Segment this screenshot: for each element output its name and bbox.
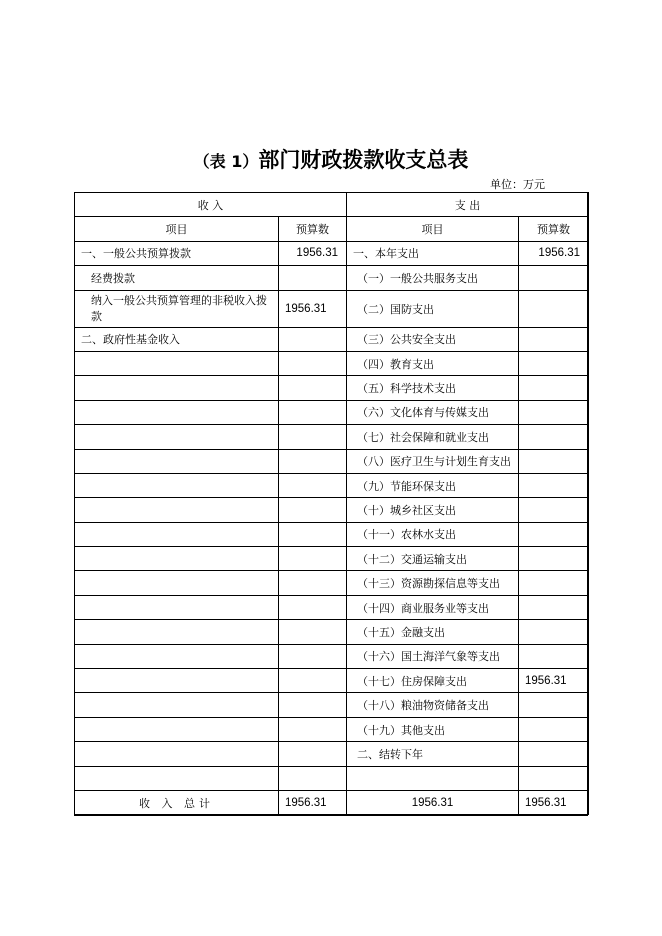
income-value-cell [279, 571, 347, 595]
table-row [75, 473, 589, 497]
income-item-cell [75, 522, 279, 546]
table-row [75, 693, 589, 717]
table-row [75, 376, 589, 400]
expense-value-cell: 1956.31 [519, 241, 589, 265]
expense-value-cell [519, 376, 589, 400]
column-header-row [75, 217, 589, 241]
expense-item-header: 项目 [347, 217, 519, 241]
total-expense-value: 1956.31 [519, 790, 589, 814]
expense-item-cell: （四）教育支出 [347, 351, 519, 375]
income-value-cell [279, 425, 347, 449]
income-value-cell [279, 717, 347, 741]
expense-item-cell: （十一）农林水支出 [347, 522, 519, 546]
expense-value-cell [519, 266, 589, 290]
unit-label: 单位：万元 [490, 178, 545, 191]
expense-item-cell: （九）节能环保支出 [347, 473, 519, 497]
table-row [75, 522, 589, 546]
expense-item-cell: （三）公共安全支出 [347, 327, 519, 351]
income-item-cell [75, 669, 279, 693]
expense-item-cell: （五）科学技术支出 [347, 376, 519, 400]
table-row [75, 351, 589, 375]
income-item-cell [75, 742, 279, 766]
table-row [75, 717, 589, 741]
income-value-cell [279, 644, 347, 668]
table-row [75, 327, 589, 351]
expense-value-cell [519, 620, 589, 644]
expense-item-cell: （十二）交通运输支出 [347, 547, 519, 571]
income-item-cell [75, 376, 279, 400]
expense-item-cell: （十）城乡社区支出 [347, 498, 519, 522]
income-item-cell: 经费拨款 [75, 266, 279, 290]
table-row [75, 595, 589, 619]
expense-item-cell [347, 766, 519, 790]
income-item-cell: 纳入一般公共预算管理的非税收入拨款 [75, 290, 279, 327]
income-item-cell [75, 351, 279, 375]
income-value-cell [279, 522, 347, 546]
income-budget-header: 预算数 [279, 217, 347, 241]
expense-value-cell [519, 766, 589, 790]
expense-item-cell: （十七）住房保障支出 [347, 669, 519, 693]
income-value-cell [279, 400, 347, 424]
income-value-cell [279, 376, 347, 400]
income-item-cell [75, 400, 279, 424]
budget-table [74, 192, 589, 815]
income-section-header: 收 入 [75, 193, 347, 217]
expense-value-cell [519, 571, 589, 595]
income-item-cell [75, 717, 279, 741]
table-row [75, 266, 589, 290]
expense-value-cell [519, 498, 589, 522]
income-item-cell [75, 449, 279, 473]
table-row [75, 449, 589, 473]
expense-item-cell: 二、结转下年 [347, 742, 519, 766]
expense-value-cell [519, 522, 589, 546]
income-item-cell [75, 595, 279, 619]
total-expense-amount: 1956.31 [347, 790, 519, 814]
income-item-cell [75, 644, 279, 668]
expense-item-cell: （十四）商业服务业等支出 [347, 595, 519, 619]
income-value-cell [279, 620, 347, 644]
income-value-cell [279, 449, 347, 473]
income-value-cell [279, 693, 347, 717]
expense-value-cell: 1956.31 [519, 669, 589, 693]
income-value-cell [279, 669, 347, 693]
expense-item-cell: （十八）粮油物资储备支出 [347, 693, 519, 717]
income-value-cell [279, 498, 347, 522]
expense-value-cell [519, 595, 589, 619]
expense-item-cell: （六）文化体育与传媒支出 [347, 400, 519, 424]
income-item-cell [75, 766, 279, 790]
income-item-cell [75, 620, 279, 644]
income-item-cell [75, 547, 279, 571]
total-label: 收 入 总计 [75, 790, 279, 814]
income-value-cell [279, 742, 347, 766]
expense-item-cell: （十三）资源勘探信息等支出 [347, 571, 519, 595]
expense-item-cell: （十五）金融支出 [347, 620, 519, 644]
expense-value-cell [519, 425, 589, 449]
table-row [75, 669, 589, 693]
table-row [75, 241, 589, 265]
expense-item-cell: （十六）国土海洋气象等支出 [347, 644, 519, 668]
expense-item-cell: （八）医疗卫生与计划生育支出 [347, 449, 519, 473]
expense-value-cell [519, 742, 589, 766]
income-item-cell: 二、政府性基金收入 [75, 327, 279, 351]
income-item-header: 项目 [75, 217, 279, 241]
expense-value-cell [519, 473, 589, 497]
title-prefix: （表 1） [193, 152, 259, 171]
total-income-value: 1956.31 [279, 790, 347, 814]
income-item-cell [75, 473, 279, 497]
income-value-cell [279, 595, 347, 619]
expense-value-cell [519, 449, 589, 473]
expense-section-header: 支 出 [347, 193, 589, 217]
expense-value-cell [519, 644, 589, 668]
expense-value-cell [519, 327, 589, 351]
expense-budget-header: 预算数 [519, 217, 589, 241]
table-row [75, 498, 589, 522]
section-header-row [75, 193, 589, 217]
expense-value-cell [519, 351, 589, 375]
income-value-cell: 1956.31 [279, 290, 347, 327]
table-row [75, 620, 589, 644]
page-title [0, 144, 662, 174]
income-item-cell [75, 571, 279, 595]
income-value-cell [279, 266, 347, 290]
title-main: 部门财政拨款收支总表 [258, 148, 469, 172]
table-row [75, 400, 589, 424]
table-row [75, 547, 589, 571]
table-row [75, 766, 589, 790]
expense-item-cell: （七）社会保障和就业支出 [347, 425, 519, 449]
income-item-cell [75, 498, 279, 522]
income-value-cell [279, 473, 347, 497]
income-item-cell: 一、一般公共预算拨款 [75, 241, 279, 265]
expense-value-cell [519, 717, 589, 741]
expense-item-cell: （十九）其他支出 [347, 717, 519, 741]
income-item-cell [75, 693, 279, 717]
expense-value-cell [519, 693, 589, 717]
income-value-cell: 1956.31 [279, 241, 347, 265]
total-row [75, 790, 589, 814]
expense-item-cell: （二）国防支出 [347, 290, 519, 327]
table-row [75, 571, 589, 595]
table-row [75, 742, 589, 766]
income-value-cell [279, 327, 347, 351]
expense-item-cell: 一、本年支出 [347, 241, 519, 265]
table-row [75, 425, 589, 449]
income-item-cell [75, 425, 279, 449]
expense-item-cell: （一）一般公共服务支出 [347, 266, 519, 290]
income-value-cell [279, 766, 347, 790]
income-value-cell [279, 351, 347, 375]
income-value-cell [279, 547, 347, 571]
table-row [75, 644, 589, 668]
expense-value-cell [519, 290, 589, 327]
expense-value-cell [519, 400, 589, 424]
table-row [75, 290, 589, 327]
expense-value-cell [519, 547, 589, 571]
